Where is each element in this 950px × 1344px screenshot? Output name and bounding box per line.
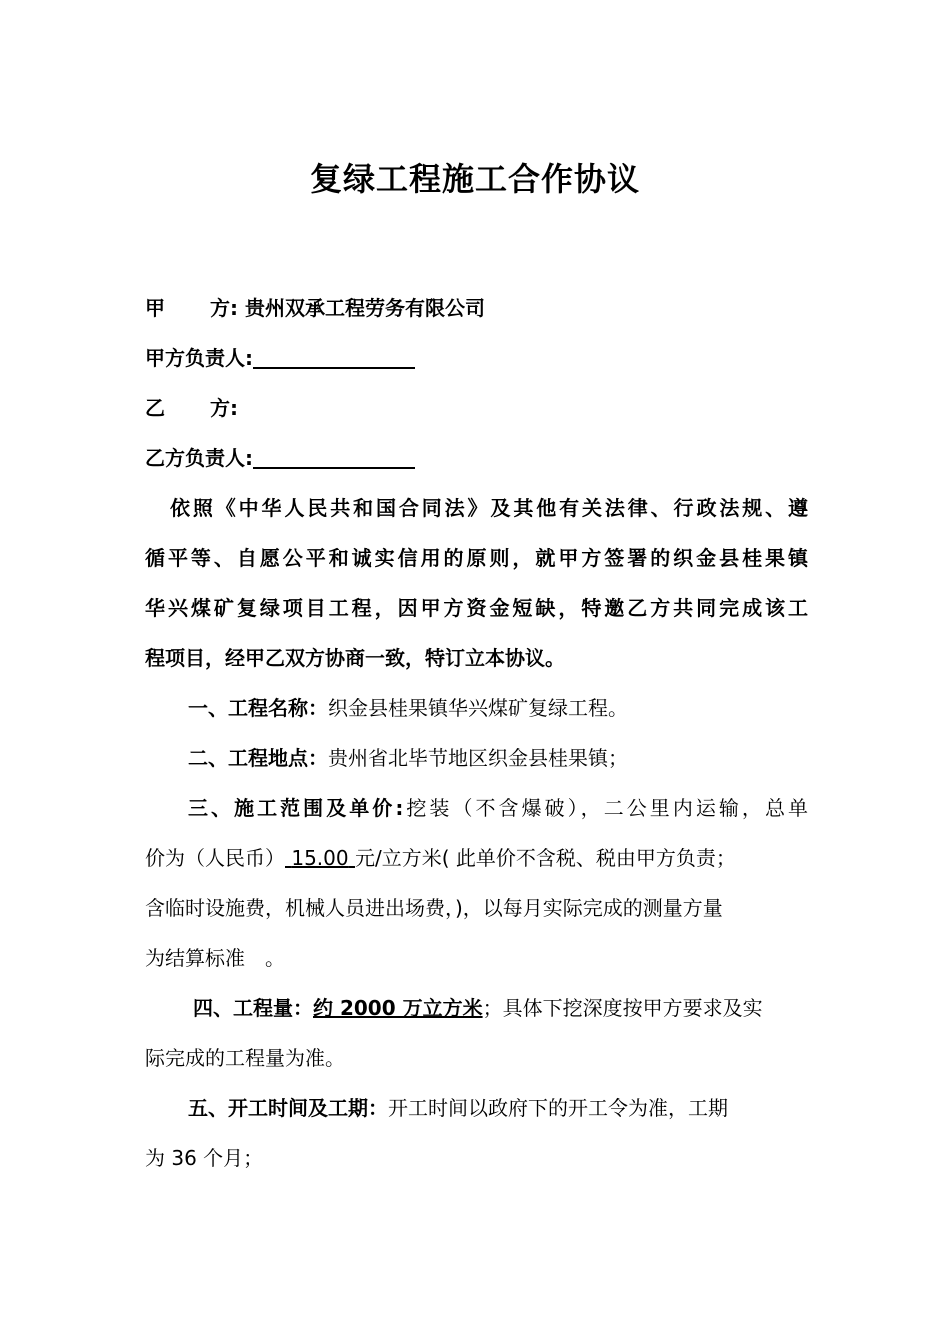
clause-4-heading: 四、工程量： — [193, 996, 313, 1020]
clause-5-line-2: 为 36 个月； — [145, 1146, 264, 1170]
clause-3-line-3: 含临时设施费，机械人员进出场费，)，以每月实际完成的测量方量 — [145, 896, 723, 920]
clause-2 — [188, 743, 853, 773]
clause-5-heading: 五、开工时间及工期： — [188, 1096, 388, 1120]
party-a-line — [145, 293, 810, 323]
party-a-rep-line — [145, 343, 810, 373]
party-b-label-2: 方: — [210, 396, 238, 420]
clause-4-amount: 约 2000 万立方米 — [313, 996, 483, 1020]
clause-3-text-1: 挖装（不含爆破），二公里内运输，总单 — [403, 796, 809, 820]
party-a-rep-blank — [253, 345, 415, 369]
clause-3-line-4: 为结算标准 。 — [145, 946, 285, 970]
clause-2-heading: 二、工程地点： — [188, 746, 328, 770]
clause-3-heading: 三、施工范围及单价: — [188, 796, 404, 820]
clause-4-line-1 — [193, 993, 858, 1023]
party-a-value: 贵州双承工程劳务有限公司 — [244, 296, 485, 320]
preamble-line-1: 依照《中华人民共和国合同法》及其他有关法律、行政法规、遵 — [170, 496, 808, 520]
clause-3-price-suffix: 元/立方米( 此单价不含税、税由甲方负责； — [354, 846, 736, 870]
party-b-line — [145, 393, 810, 423]
party-b-rep-blank — [253, 445, 415, 469]
clause-3-price-prefix: 价为（人民币） — [145, 846, 285, 870]
clause-1-text: 织金县桂果镇华兴煤矿复绿工程。 — [328, 696, 628, 720]
document-title: 复绿工程施工合作协议 — [309, 160, 640, 198]
clause-3-line-1 — [188, 793, 808, 823]
clause-5-line-1 — [188, 1093, 853, 1123]
clause-3-line-2 — [145, 843, 810, 873]
clause-5-text-1: 开工时间以政府下的开工令为准，工期 — [388, 1096, 728, 1120]
clause-3-price: 15.00 — [291, 846, 349, 870]
party-a-rep-label: 甲方负责人: — [145, 346, 253, 370]
clause-4-line-2: 际完成的工程量为准。 — [145, 1046, 345, 1070]
clause-1-heading: 一、工程名称： — [188, 696, 328, 720]
party-a-label-2: 方: — [210, 296, 238, 320]
party-b-rep-label: 乙方负责人: — [145, 446, 253, 470]
preamble-line-2: 循平等、自愿公平和诚实信用的原则，就甲方签署的织金县桂果镇 — [145, 546, 808, 570]
clause-4-text-1: ；具体下挖深度按甲方要求及实 — [482, 996, 763, 1020]
clause-2-text: 贵州省北毕节地区织金县桂果镇； — [328, 746, 628, 770]
clause-1 — [188, 693, 853, 723]
party-a-label-1: 甲 — [145, 296, 165, 320]
preamble-line-4: 程项目，经甲乙双方协商一致，特订立本协议。 — [145, 646, 565, 670]
party-b-rep-line — [145, 443, 810, 473]
party-b-label-1: 乙 — [145, 396, 165, 420]
preamble-line-3: 华兴煤矿复绿项目工程，因甲方资金短缺，特邀乙方共同完成该工 — [145, 596, 808, 620]
